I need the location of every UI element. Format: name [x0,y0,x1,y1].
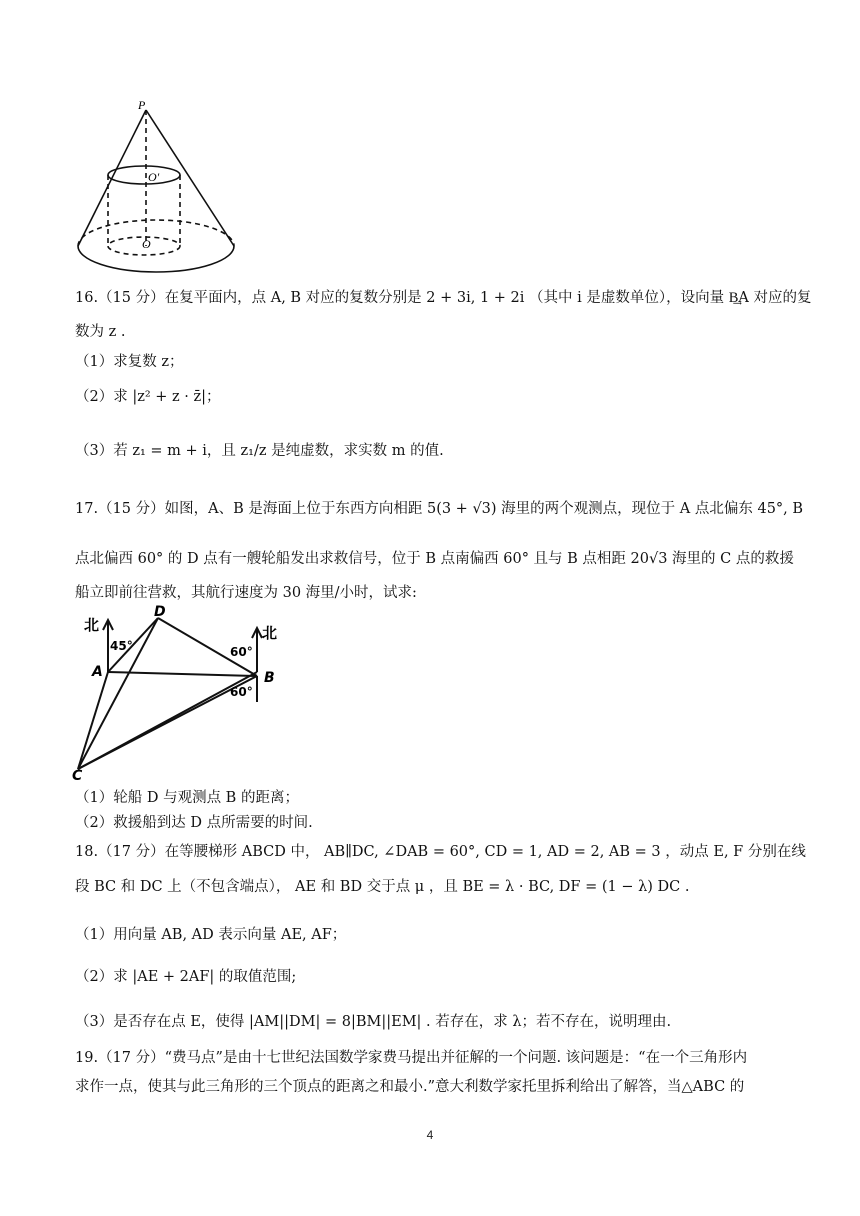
north-label-b: 北 [262,624,278,642]
angle-b-bottom-label: 60° [230,685,253,699]
q18-part3: （3）是否存在点 E，使得 |AM||DM| = 8|BM||EM| . 若存在，求 λ；若不存在，说明理由. [75,1014,672,1030]
page-number: 4 [426,1128,434,1142]
top-center-label: O' [148,170,160,184]
point-d-label: D [154,604,166,620]
q17-line1: 17.（15 分）如图，A、B 是海面上位于东西方向相距 5(3 + √3) 海里的两个观测点，现位于 A 点北偏东 45°, B [75,501,804,517]
point-b-label: B [264,670,275,686]
apex-label: P [138,98,146,112]
angle-a-label: 45° [110,639,133,653]
q17-line2: 点北偏西 60° 的 D 点有一艘轮船发出求救信号，位于 B 点南偏西 60° 且与 B 点相距 20√3 海里的 C 点的救援 [75,551,794,567]
q18-line1: 18.（17 分）在等腰梯形 ABCD 中， AB∥DC, ∠DAB = 60°, CD = 1, AD = 2, AB = 3 ，动点 E, F 分别在线 [75,844,806,860]
q18-part2: （2）求 |AE + 2AF| 的取值范围; [75,969,297,985]
q17-part1: （1）轮船 D 与观测点 B 的距离； [75,790,299,806]
point-a-label: A [92,664,103,680]
north-label-a: 北 [84,616,100,634]
q19-line2: 求作一点，使其与此三角形的三个顶点的距离之和最小.”意大利数学家托里拆利给出了解答，当△ABC 的 [75,1079,745,1095]
q18-part1: （1）用向量 AB, AD 表示向量 AE, AF； [75,927,347,943]
base-center-label: O [142,237,151,251]
point-c-label: C [72,768,83,784]
q17-line3: 船立即前往营救，其航行速度为 30 海里/小时，试求: [75,585,417,601]
q16-part3: （3）若 z₁ = m + i，且 z₁/z 是纯虚数，求实数 m 的值. [75,443,444,459]
q16-part2: （2）求 |z² + z · z̄|； [75,389,221,405]
navigation-figure [70,604,290,784]
q16-line1: 16.（15 分）在复平面内，点 A, B 对应的复数分别是 2 + 3i, 1 + 2i （其中 i 是虚数单位），设向量 B͢A 对应的复 [75,290,812,306]
q19-line1: 19.（17 分）“费马点”是由十七世纪法国数学家费马提出并征解的一个问题. 该问题是：“在一个三角形内 [75,1050,748,1066]
q16-part1: （1）求复数 z； [75,354,184,370]
angle-b-top-label: 60° [230,645,253,659]
cone-figure [66,96,256,276]
q16-line2: 数为 z . [75,324,126,340]
q18-line2: 段 BC 和 DC 上（不包含端点）， AE 和 BD 交于点 μ ，且 BE = λ · BC, DF = (1 − λ) DC . [75,879,690,895]
q17-part2: （2）救援船到达 D 点所需要的时间. [75,815,313,831]
